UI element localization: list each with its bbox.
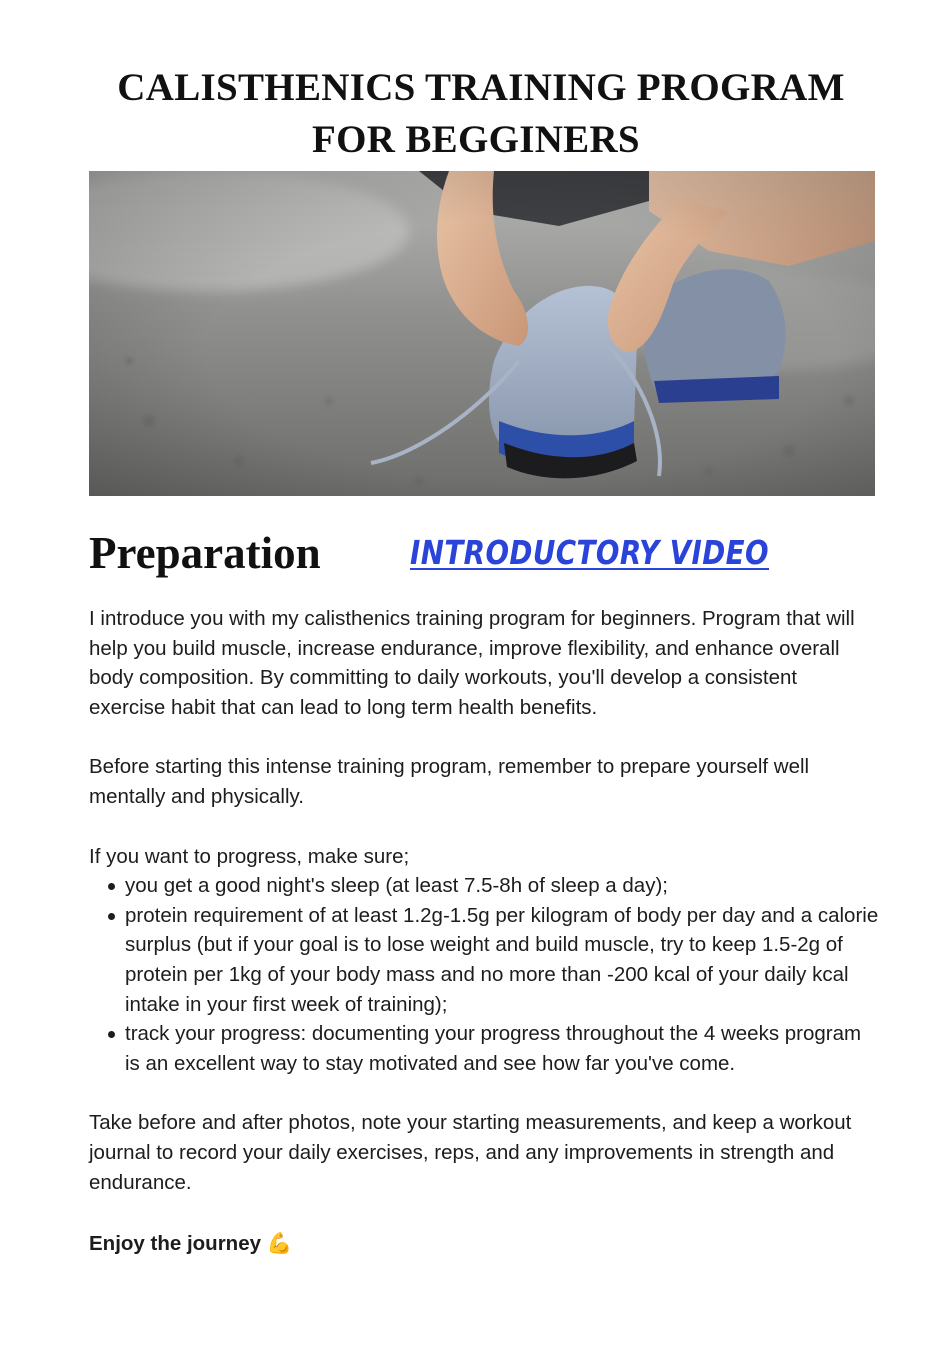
body-content [89,604,879,1259]
flexed-biceps-icon: 💪 [266,1231,293,1256]
list-item: protein requirement of at least 1.2g-1.5g per kilogram of body per day and a calorie surplus (but if your goal is to lose weight and build muscle, try to keep 1.5-2g of protein per 1kg of your body mass and no more than -200 kcal of your daily kcal intake in your first week of training); [89,901,879,1019]
requirements-list [89,871,879,1078]
introductory-video-link[interactable]: INTRODUCTORY VIDEO [410,533,770,572]
page-title-line-1: CALISTHENICS TRAINING PROGRAM [117,66,845,109]
page-title [60,62,902,166]
list-item: track your progress: documenting your progress throughout the 4 weeks program is an excellent way to stay motivated and see how far you've come. [89,1019,879,1078]
photos-paragraph: Take before and after photos, note your starting measurements, and keep a workout journal to record your daily exercises, reps, and any improvements in strength and endurance. [89,1111,852,1194]
list-item: you get a good night's sleep (at least 7.5-8h of sleep a day); [89,871,879,901]
closing-text: Enjoy the journey [89,1232,261,1256]
intro-paragraph: I introduce you with my calisthenics training program for beginners. Program that will help you build muscle, increase endurance, improve flexibility, and enhance overall body composition. By committing to daily workouts, you'll develop a consistent exercise habit that can lead to long term health benefits. [89,607,855,719]
progress-lead: If you want to progress, make sure; [89,844,410,868]
hero-image [89,171,875,496]
page-title-line-2: FOR BEGGINERS [312,118,640,161]
shoe-lacing-photo [89,171,875,496]
before-paragraph: Before starting this intense training program, remember to prepare yourself well mentally and physically. [89,755,810,808]
section-header [89,524,875,584]
closing-line [89,1229,879,1259]
section-title: Preparation [89,528,321,578]
